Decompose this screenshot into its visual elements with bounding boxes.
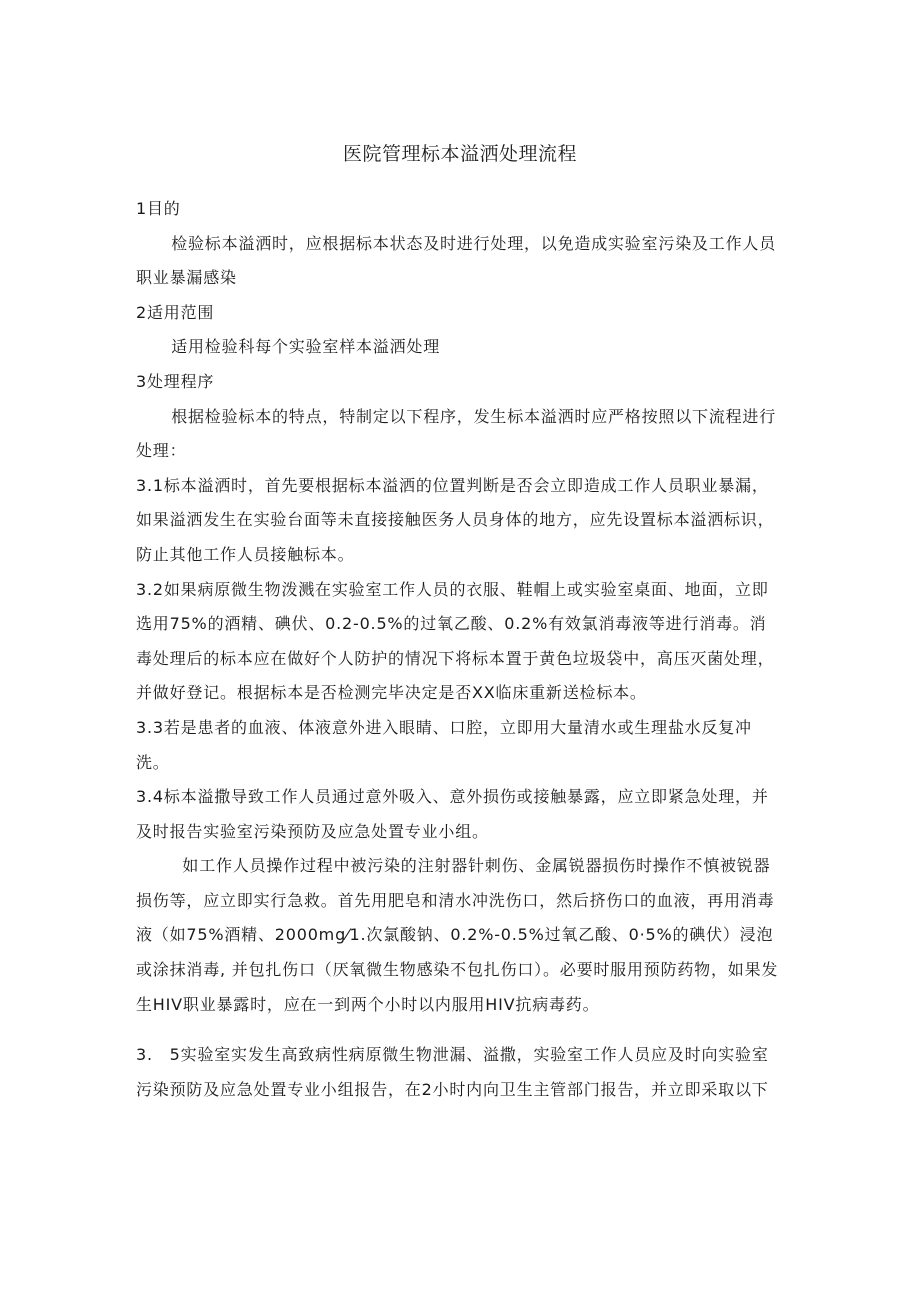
document-title: 医院管理标本溢洒处理流程 [342,143,577,165]
paragraph-purpose: 检验标本溢洒时，应根据标本状态及时进行处理，以免造成实验室污染及工作人员职业暴漏感染 [136,233,776,288]
paragraph-procedure-intro: 根据检验标本的特点，特制定以下程序，发生标本溢洒时应严格按照以下流程进行处理： [136,406,776,461]
paragraph-injury-first-aid: 如工作人员操作过程中被污染的注射器针刺伤、金属锐器损伤时操作不慎被锐器损伤等，应立即实行急救。首先用肥皂和清水冲洗伤口，然后挤伤口的血液，再用消毒液（如75%酒精、2000mg⁄1.次氯酸钠、0.2%-0.5%过氧乙酸、0·5%的碘伏）浸泡或涂抹消毒, 并包扎伤口（厌氧微生物感染不包扎伤口）。必要时服用预防药物，如果发生HIV职业暴露时，应在一到两个小时以内服用HIV抗病毒药。 [136,856,779,1014]
document-body [136,192,780,1107]
procedure-item-3-4: 3.4标本溢撒导致工作人员通过意外吸入、意外损伤或接触暴露，应立即紧急处理，并及时报告实验室污染预防及应急处置专业小组。 [136,787,769,841]
section-heading-purpose: 1目的 [136,199,181,218]
procedure-item-3-1: 3.1标本溢洒时，首先要根据标本溢洒的位置判断是否会立即造成工作人员职业暴漏，如果溢洒发生在实验台面等未直接接触医务人员身体的地方，应先设置标本溢洒标识，防止其他工作人员接触标本。 [136,475,775,564]
procedure-item-3-5: 3. 5实验室实发生高致病性病原微生物泄漏、溢撒，实验室工作人员应及时向实验室污染预防及应急处置专业小组报告，在2小时内向卫生主管部门报告，并立即采取以下 [136,1045,769,1099]
paragraph-scope: 适用检验科每个实验室样本溢洒处理 [171,337,440,357]
procedure-item-3-2: 3.2如果病原微生物泼溅在实验室工作人员的衣服、鞋帽上或实验室桌面、地面，立即选用75%的酒精、碘伏、0.2-0.5%的过氧乙酸、0.2%有效氯消毒液等进行消毒。消毒处理后的标本应在做好个人防护的情况下将标本置于黄色垃圾袋中，高压灭菌处理，并做好登记。根据标本是否检测完毕决定是否XX临床重新送检标本。 [136,579,775,703]
section-heading-procedure: 3处理程序 [136,371,215,391]
section-heading-scope: 2适用范围 [136,302,215,322]
procedure-item-3-3: 3.3若是患者的血液、体液意外进入眼睛、口腔，立即用大量清水或生理盐水反复冲洗。 [136,717,752,772]
